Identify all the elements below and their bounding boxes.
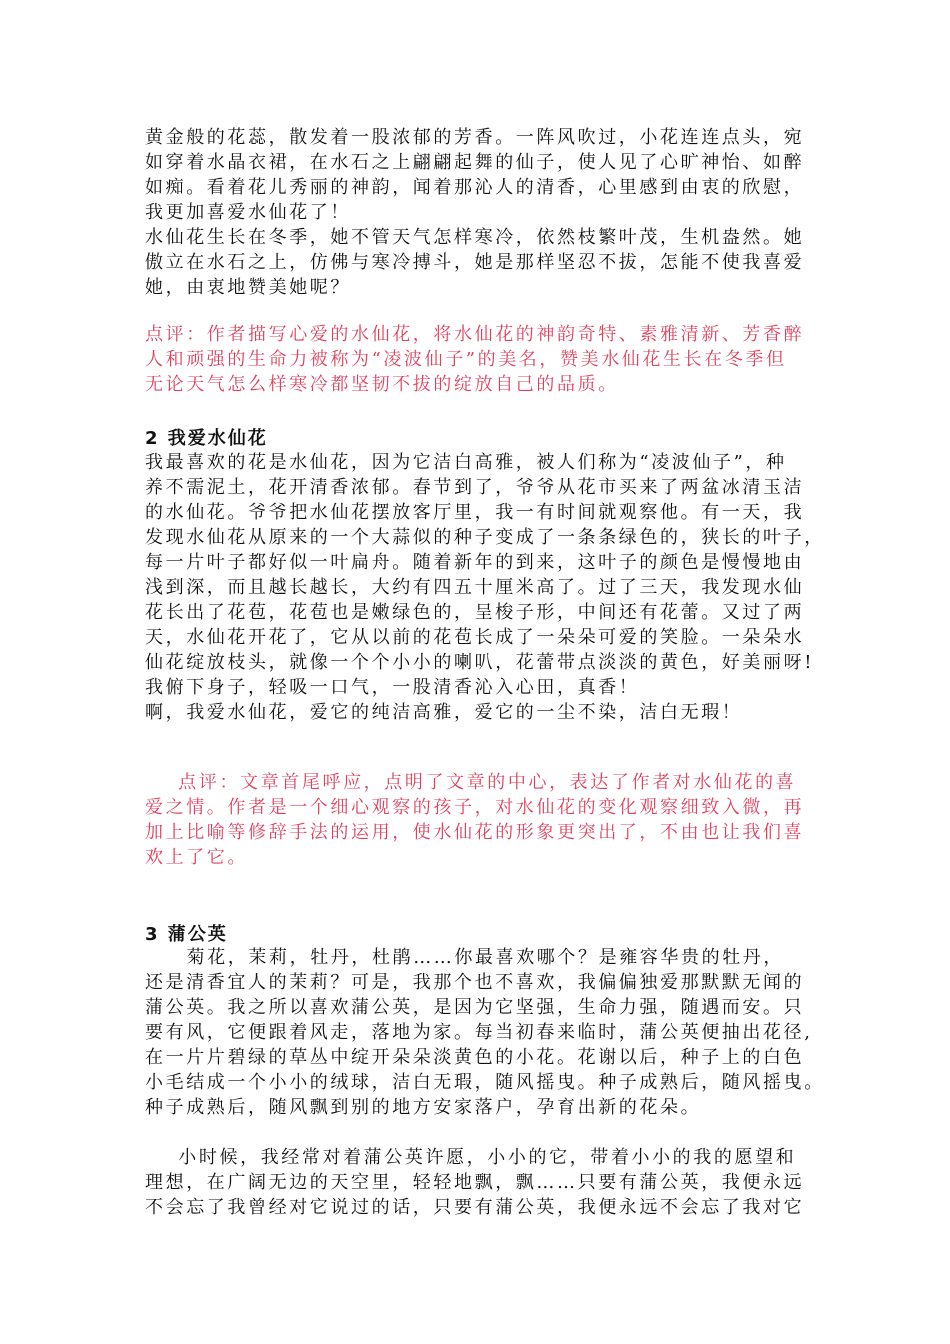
body-line: 不会忘了我曾经对它说过的话，只要有蒲公英，我便永远不会忘了我对它 [145,1197,805,1218]
body-line: 在一片片碧绿的草丛中绽开朵朵淡黄色的小花。花谢以后，种子上的白色 [145,1047,805,1068]
body-line: 发现水仙花从原来的一个大蒜似的种子变成了一条条绿色的，狭长的叶子， [145,527,825,548]
body-line: 仙花绽放枝头，就像一个个小小的喇叭，花蕾带点淡淡的黄色，好美丽呀! [145,652,815,673]
body-line: 如痴。看着花儿秀丽的神韵，闻着那沁人的清香，心里感到由衷的欣慰， [145,177,805,198]
body-line: 如穿着水晶衣裙，在水石之上翩翩起舞的仙子，使人见了心旷神怡、如醉 [145,152,805,173]
body-line: 啊，我爱水仙花，爱它的纯洁高雅，爱它的一尘不染，洁白无瑕！ [145,702,743,723]
body-line: 小时候，我经常对着蒲公英许愿，小小的它，带着小小的我的愿望和 [145,1147,797,1168]
body-line: 每一片叶子都好似一叶扁舟。随着新年的到来，这叶子的颜色是慢慢地由 [145,552,805,573]
comment-line: 人和顽强的生命力被称为“凌波仙子”的美名，赞美水仙花生长在冬季但 [145,349,787,370]
body-line: 我更加喜爱水仙花了！ [145,202,351,223]
body-line: 傲立在水石之上，仿佛与寒冷搏斗，她是那样坚忍不拔，怎能不使我喜爱 [145,252,805,273]
body-line: 种子成熟后，随风飘到别的地方安家落户，孕育出新的花朵。 [145,1097,702,1118]
body-line: 理想，在广阔无边的天空里，轻轻地飘，飘……只要有蒲公英，我便永远 [145,1172,805,1193]
body-line: 还是清香宜人的茉莉？可是，我那个也不喜欢，我偏偏独爱那默默无闻的 [145,972,805,993]
body-line: 小毛结成一个小小的绒球，洁白无瑕，随风摇曳。种子成熟后，随风摇曳。 [145,1072,825,1093]
comment-line: 点评：作者描写心爱的水仙花，将水仙花的神韵奇特、素雅清新、芳香醉 [145,324,805,345]
body-line: 我俯下身子，轻吸一口气，一股清香沁入心田，真香！ [145,677,640,698]
comment-line: 无论天气怎么样寒冷都坚韧不拔的绽放自己的品质。 [145,374,619,395]
body-line: 蒲公英。我之所以喜欢蒲公英，是因为它坚强，生命力强，随遇而安。只 [145,997,805,1018]
body-line: 要有风，它便跟着风走，落地为家。每当初春来临时，蒲公英便抽出花径, [145,1022,813,1043]
body-line: 的水仙花。爷爷把水仙花摆放客厅里，我一有时间就观察他。有一天，我 [145,502,805,523]
comment-line: 点评：文章首尾呼应，点明了文章的中心，表达了作者对水仙花的喜 [145,772,797,793]
body-line: 天，水仙花开花了，它从以前的花苞长成了一朵朵可爱的笑脸。一朵朵水 [145,627,805,648]
body-line: 菊花，茉莉，牡丹，杜鹃……你最喜欢哪个？是雍容华贵的牡丹， [145,947,785,968]
section-heading: 2 我爱水仙花 [145,428,268,449]
body-line: 我最喜欢的花是水仙花，因为它洁白高雅，被人们称为“凌波仙子”，种 [145,452,787,473]
body-line: 黄金般的花蕊，散发着一股浓郁的芳香。一阵风吹过，小花连连点头，宛 [145,127,805,148]
body-line: 花长出了花苞，花苞也是嫩绿色的，呈梭子形，中间还有花蕾。又过了两 [145,602,805,623]
section-heading: 3 蒲公英 [145,924,228,945]
comment-line: 欢上了它。 [145,847,248,868]
body-line: 浅到深，而且越长越长，大约有四五十厘米高了。过了三天，我发现水仙 [145,577,805,598]
comment-line: 加上比喻等修辞手法的运用，使水仙花的形象更突出了，不由也让我们喜 [145,822,805,843]
body-line: 养不需泥土，花开清香浓郁。春节到了，爷爷从花市买来了两盆冰清玉洁 [145,477,805,498]
body-line: 水仙花生长在冬季，她不管天气怎样寒冷，依然枝繁叶茂，生机盎然。她 [145,227,805,248]
comment-line: 爱之情。作者是一个细心观察的孩子，对水仙花的变化观察细致入微，再 [145,797,805,818]
body-line: 她，由衷地赞美她呢？ [145,277,351,298]
